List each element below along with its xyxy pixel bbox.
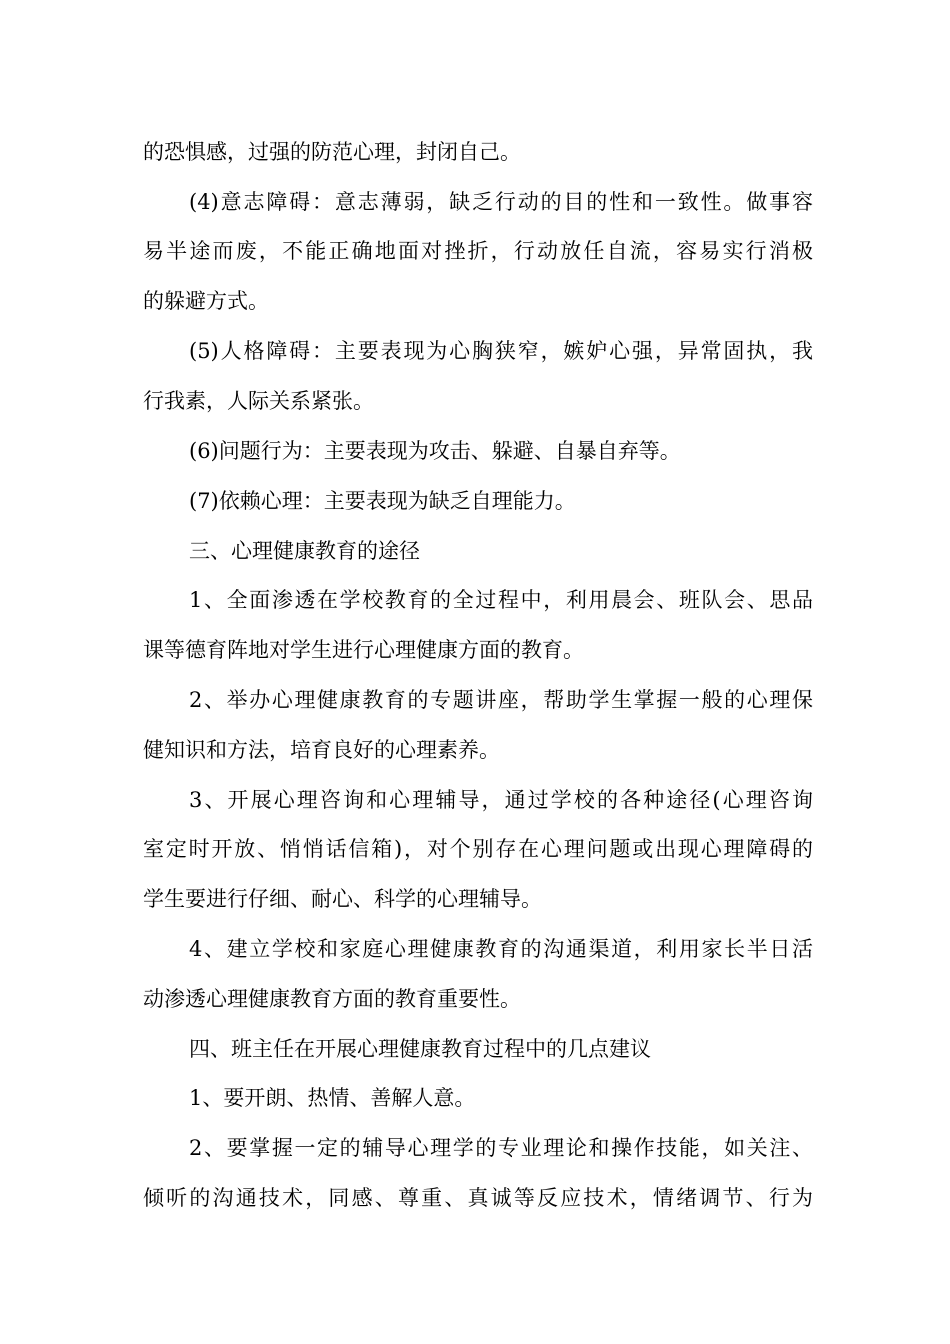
text-line: 的躲避方式。 [143, 289, 269, 313]
text-line: 动渗透心理健康教育方面的教育重要性。 [143, 987, 521, 1011]
section-heading: 四、班主任在开展心理健康教育过程中的几点建议 [189, 1037, 651, 1061]
text-line: (7)依赖心理：主要表现为缺乏自理能力。 [189, 489, 576, 513]
text-line: 易半途而废，不能正确地面对挫折，行动放任自流，容易实行消极 [143, 239, 813, 263]
text-line: 室定时开放、悄悄话信箱)，对个别存在心理问题或出现心理障碍的 [143, 837, 813, 861]
text-line: 2、要掌握一定的辅导心理学的专业理论和操作技能，如关注、 [189, 1136, 813, 1160]
text-line: 课等德育阵地对学生进行心理健康方面的教育。 [143, 638, 584, 662]
text-line: (4)意志障碍：意志薄弱，缺乏行动的目的性和一致性。做事容 [189, 190, 813, 214]
text-line: 倾听的沟通技术，同感、尊重、真诚等反应技术，情绪调节、行为 [143, 1186, 813, 1210]
text-line: 1、要开朗、热情、善解人意。 [189, 1086, 476, 1110]
text-line: 1、全面渗透在学校教育的全过程中，利用晨会、班队会、思品 [189, 588, 813, 612]
text-line: 的恐惧感，过强的防范心理，封闭自己。 [143, 140, 521, 164]
text-line: (5)人格障碍：主要表现为心胸狭窄，嫉妒心强，异常固执，我 [189, 339, 813, 363]
text-line: 健知识和方法，培育良好的心理素养。 [143, 738, 500, 762]
text-line: 4、建立学校和家庭心理健康教育的沟通渠道，利用家长半日活 [189, 937, 813, 961]
text-line: 学生要进行仔细、耐心、科学的心理辅导。 [143, 887, 542, 911]
text-line: 行我素，人际关系紧张。 [143, 389, 374, 413]
text-line: (6)问题行为：主要表现为攻击、躲避、自暴自弃等。 [189, 439, 681, 463]
text-line: 2、举办心理健康教育的专题讲座，帮助学生掌握一般的心理保 [189, 688, 813, 712]
text-line: 3、开展心理咨询和心理辅导，通过学校的各种途径(心理咨询 [189, 788, 813, 812]
section-heading: 三、心理健康教育的途径 [189, 539, 420, 563]
